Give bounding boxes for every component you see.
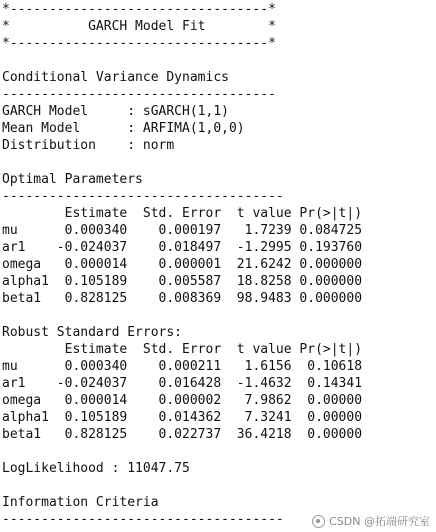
output-line [2,307,362,324]
output-line [2,154,362,171]
loglikelihood-row: LogLikelihood : 11047.75 [2,461,190,476]
watermark [310,512,432,530]
garch-fit-output [2,1,362,528]
output-line [2,443,362,460]
table-header: Estimate Std. Error t value Pr(>|t|) [2,342,363,357]
table-row: beta1 0.828125 0.008369 98.9483 0.000000 [2,291,363,306]
output-line [2,52,362,69]
garch-model-row: GARCH Model : sGARCH(1,1) [2,104,229,119]
output-line: *---------------------------------* [2,36,276,51]
output-line: * GARCH Model Fit * [2,19,276,34]
table-row: beta1 0.828125 0.022737 36.4218 0.00000 [2,427,363,442]
wechat-badge-icon [312,515,325,528]
divider: ------------------------------------ [2,189,284,204]
table-row: mu 0.000340 0.000211 1.6156 0.10618 [2,359,363,374]
divider: ----------------------------------- [2,87,276,102]
table-row: ar1 -0.024037 0.016428 -1.4632 0.14341 [2,376,363,391]
table-row: ar1 -0.024037 0.018497 -1.2995 0.193760 [2,240,363,255]
table-row: mu 0.000340 0.000197 1.7239 0.084725 [2,223,363,238]
section-title-robust-errors: Robust Standard Errors: [2,325,183,340]
distribution-row: Distribution : norm [2,138,175,153]
section-title-optimal-parameters: Optimal Parameters [2,172,143,187]
divider: ------------------------------------ [2,512,284,527]
table-row: omega 0.000014 0.000001 21.6242 0.000000 [2,257,363,272]
section-title-information-criteria: Information Criteria [2,495,159,510]
table-row: alpha1 0.105189 0.014362 7.3241 0.00000 [2,410,363,425]
output-line [2,477,362,494]
table-row: alpha1 0.105189 0.005587 18.8258 0.000000 [2,274,363,289]
table-header: Estimate Std. Error t value Pr(>|t|) [2,206,363,221]
mean-model-row: Mean Model : ARFIMA(1,0,0) [2,121,245,136]
section-title-variance-dynamics: Conditional Variance Dynamics [2,70,229,85]
watermark-text: CSDN @拓端研究室 [329,515,430,528]
output-line: *---------------------------------* [2,2,276,17]
table-row: omega 0.000014 0.000002 7.9862 0.00000 [2,393,363,408]
